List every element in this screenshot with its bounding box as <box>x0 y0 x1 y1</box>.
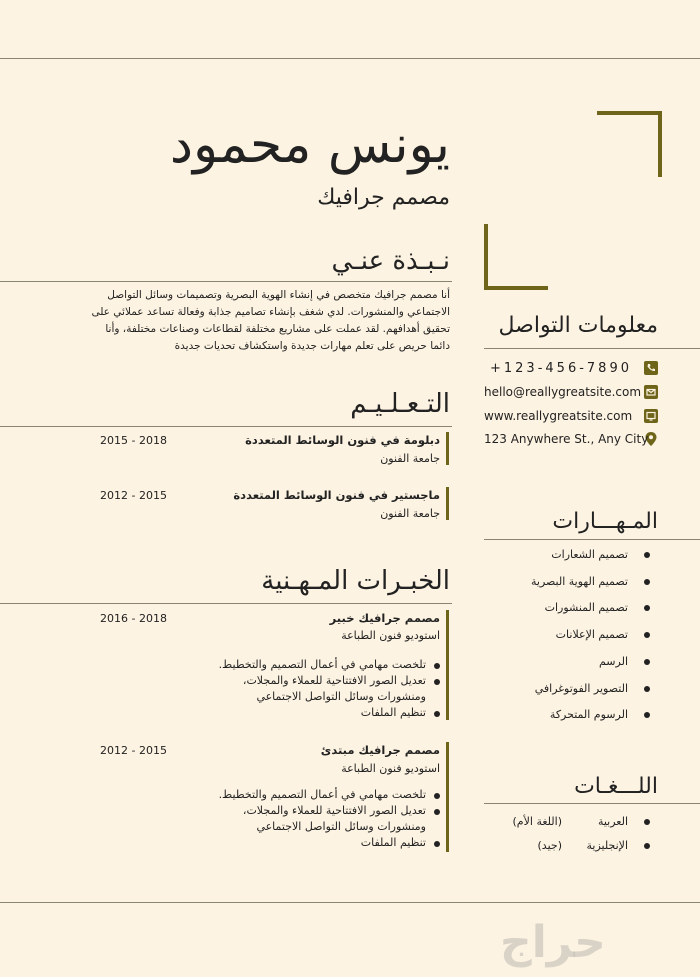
skill-item: تصميم المنشورات <box>544 601 628 614</box>
education-divider <box>0 426 452 427</box>
experience-item-2-bullet-4: تنظيم الملفات <box>360 836 426 849</box>
corner-bracket-bottom <box>484 224 488 290</box>
skill-item: تصميم الهوية البصرية <box>530 575 628 588</box>
experience-item-1-bullet-1: تلخصت مهامي في أعمال التصميم والتخطيط. <box>218 658 426 671</box>
contact-divider <box>484 348 700 349</box>
education-item-1-school: جامعة الفنون <box>380 452 440 465</box>
education-item-2-school: جامعة الفنون <box>380 507 440 520</box>
languages-divider <box>484 803 700 804</box>
person-name: يونس محمود <box>169 115 450 175</box>
bullet-dot <box>644 686 650 692</box>
bullet-dot <box>434 793 440 799</box>
experience-divider <box>0 603 452 604</box>
experience-item-2-title: مصمم جرافيك مبتدئ <box>320 743 440 757</box>
experience-item-2-bullet-1: تلخصت مهامي في أعمال التصميم والتخطيط. <box>218 788 426 801</box>
education-heading: التـعـلـيـم <box>350 389 450 419</box>
phone-icon <box>644 361 658 375</box>
education-item-1-bar <box>446 432 449 465</box>
about-line-3: تحقيق أهدافهم. لقد عملت على مشاريع مختلفة لقطاعات وصناعات مختلفة، وأنا <box>105 323 450 335</box>
email-icon <box>644 385 658 399</box>
bullet-dot <box>434 841 440 847</box>
contact-heading: معلومات التواصل <box>498 313 658 338</box>
experience-item-2-company: استوديو فنون الطباعة <box>341 762 440 775</box>
website-icon <box>644 409 658 423</box>
bullet-dot <box>644 632 650 638</box>
education-item-2-years: 2012 - 2015 <box>100 489 167 502</box>
about-line-1: أنا مصمم جرافيك متخصص في إنشاء الهوية البصرية وتصميمات وسائل التواصل <box>107 289 450 301</box>
language-name: الإنجليزية <box>586 839 628 852</box>
corner-bracket-top-vertical <box>658 111 662 177</box>
skill-item: التصوير الفوتوغرافي <box>534 682 628 695</box>
experience-item-1-bullet-4: تنظيم الملفات <box>360 706 426 719</box>
bullet-dot <box>644 552 650 558</box>
contact-phone: +123-456-7890 <box>490 361 632 376</box>
language-name: العربية <box>597 815 628 828</box>
skill-item: تصميم الشعارات <box>551 548 628 561</box>
bullet-dot <box>644 659 650 665</box>
experience-item-1-years: 2016 - 2018 <box>100 612 167 625</box>
experience-item-1-title: مصمم جرافيك خبير <box>329 611 440 625</box>
bullet-dot <box>644 843 650 849</box>
contact-email: hello@reallygreatsite.com <box>484 385 642 399</box>
about-divider <box>0 281 452 282</box>
experience-item-2-years: 2012 - 2015 <box>100 744 167 757</box>
experience-item-2-bullet-3: ومنشورات وسائل التواصل الاجتماعي <box>256 820 426 833</box>
experience-item-1-bullet-2: تعديل الصور الافتتاحية للعملاء والمجلات، <box>242 674 426 687</box>
bullet-dot <box>434 711 440 717</box>
bullet-dot <box>434 663 440 669</box>
education-item-1-years: 2015 - 2018 <box>100 434 167 447</box>
experience-item-1-company: استوديو فنون الطباعة <box>341 629 440 642</box>
bullet-dot <box>644 605 650 611</box>
bullet-dot <box>644 712 650 718</box>
education-item-1-degree: دبلومة في فنون الوسائط المتعددة <box>245 433 440 447</box>
bullet-dot <box>434 809 440 815</box>
education-item-2-bar <box>446 487 449 520</box>
language-level: (جيد) <box>537 839 562 852</box>
job-title: مصمم جرافيك <box>317 185 450 210</box>
skills-heading: المـهـــارات <box>552 509 658 534</box>
education-item-2-degree: ماجستير في فنون الوسائط المتعددة <box>233 488 440 502</box>
about-line-2: الاجتماعي والمنشورات. لدي شغف بإنشاء تصاميم جذابة وفعالة تساعد عملائي على <box>91 306 450 318</box>
skill-item: تصميم الإعلانات <box>555 628 628 641</box>
skill-item: الرسوم المتحركة <box>549 708 628 721</box>
experience-item-1-bar <box>446 610 449 720</box>
contact-address: 123 Anywhere St., Any City <box>484 432 649 446</box>
experience-item-2-bar <box>446 742 449 852</box>
corner-bracket-bottom-horizontal <box>484 286 548 290</box>
experience-heading: الخبـرات المـهـنية <box>261 566 450 596</box>
watermark-logo: حراج <box>500 917 606 968</box>
bottom-border-line <box>0 902 700 903</box>
corner-bracket-top <box>597 111 661 115</box>
language-level: (اللغة الأم) <box>512 815 562 828</box>
skill-item: الرسم <box>598 655 628 668</box>
bullet-dot <box>434 679 440 685</box>
experience-item-2-bullet-2: تعديل الصور الافتتاحية للعملاء والمجلات، <box>242 804 426 817</box>
skills-divider <box>484 539 700 540</box>
about-line-4: دائما حريص على تعلم مهارات جديدة واستكشاف تحديات جديدة <box>174 340 450 352</box>
experience-item-1-bullet-3: ومنشورات وسائل التواصل الاجتماعي <box>256 690 426 703</box>
contact-website: www.reallygreatsite.com <box>484 409 633 423</box>
top-border-line <box>0 58 700 59</box>
languages-heading: اللـــغـات <box>574 774 658 799</box>
bullet-dot <box>644 819 650 825</box>
about-heading: نـبـذة عنـي <box>331 246 450 276</box>
bullet-dot <box>644 579 650 585</box>
